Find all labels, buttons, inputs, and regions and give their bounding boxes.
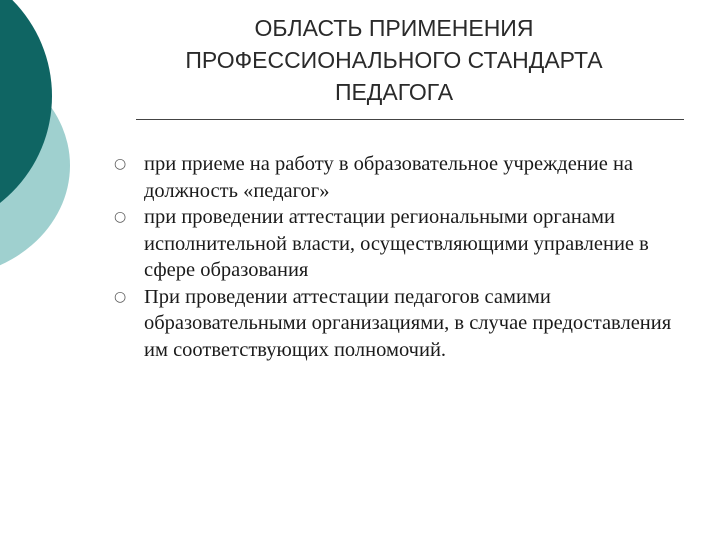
title-divider [136,119,684,120]
bullet-list [112,151,672,363]
circle-bullet-icon: ○ [114,209,127,225]
list-item-text: При проведении аттестации педагогов самими образовательными организациями, в случае предоставления им соответствующих полномочий. [144,285,672,361]
list-item [112,151,672,204]
circle-bullet-icon: ○ [114,288,127,305]
slide-title: ОБЛАСТЬ ПРИМЕНЕНИЯ ПРОФЕССИОНАЛЬНОГО СТАНДАРТА ПЕДАГОГА [185,15,603,105]
list-item-text: при приеме на работу в образовательное учреждение на должность «педагог» [144,153,634,202]
list-item-text: при проведении аттестации региональными органами исполнительной власти, осуществляющими управление в сфере образования [144,206,649,281]
list-item [112,204,672,284]
list-item [112,284,672,364]
circle-bullet-icon: ○ [114,156,127,172]
